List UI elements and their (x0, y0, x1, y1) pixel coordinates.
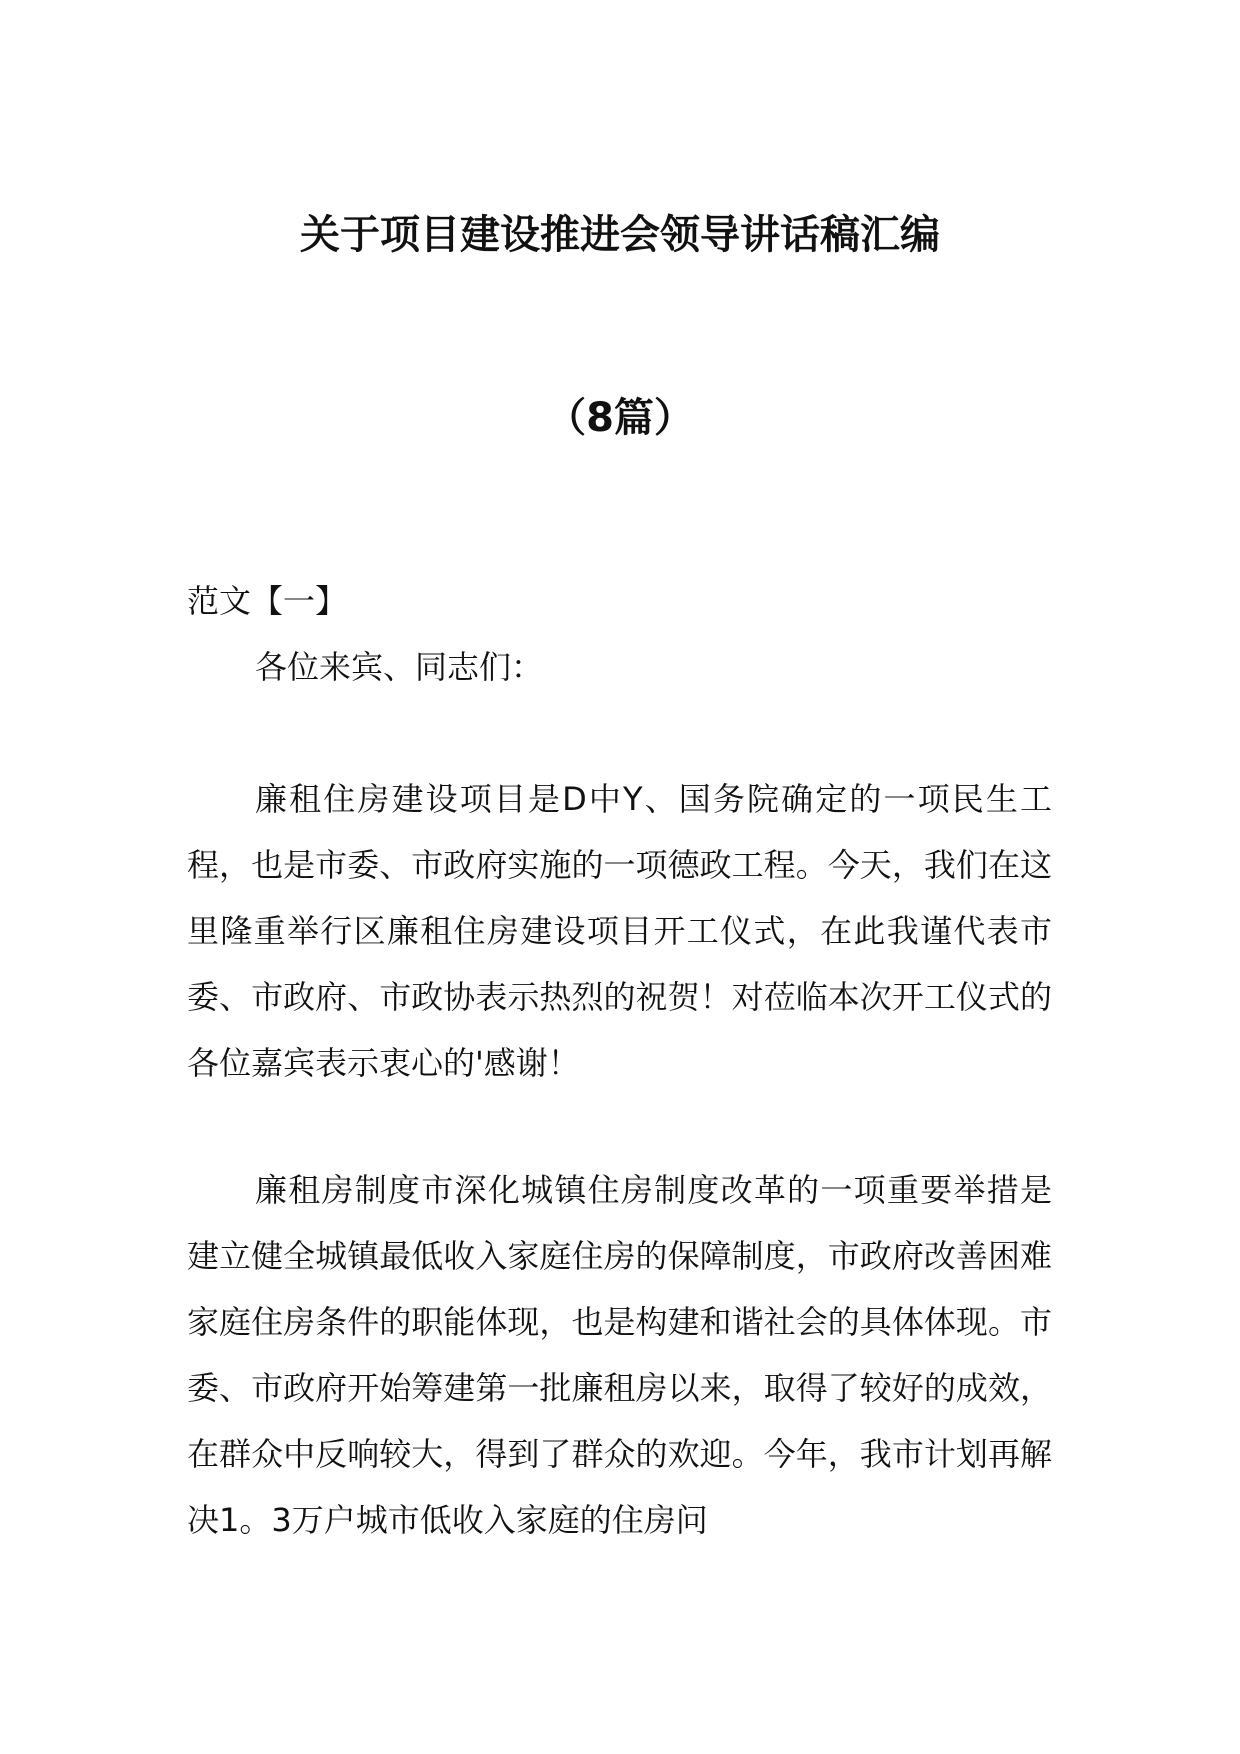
body-paragraph: 廉租住房建设项目是D中Y、国务院确定的一项民生工程，也是市委、市政府实施的一项德政工程。今天，我们在这里隆重举行区廉租住房建设项目开工仪式，在此我谨代表市委、市政府、市政协表示热烈的祝贺！对莅临本次开工仪式的各位嘉宾表示衷心的'感谢！ (187, 780, 1052, 1082)
document-title: 关于项目建设推进会领导讲话稿汇编 (300, 212, 940, 258)
section-label: 范文【一】 (187, 582, 348, 620)
body-paragraph: 廉租房制度市深化城镇住房制度改革的一项重要举措是建立健全城镇最低收入家庭住房的保障制度，市政府改善困难家庭住房条件的职能体现，也是构建和谐社会的具体体现。市委、市政府开始筹建第一批廉租房以来，取得了较好的成效，在群众中反响较大，得到了群众的欢迎。今年，我市计划再解决1。3万户城市低收入家庭的住房问 (187, 1171, 1052, 1539)
greeting-line: 各位来宾、同志们： (255, 648, 544, 686)
document-subtitle: （8篇） (546, 395, 694, 441)
